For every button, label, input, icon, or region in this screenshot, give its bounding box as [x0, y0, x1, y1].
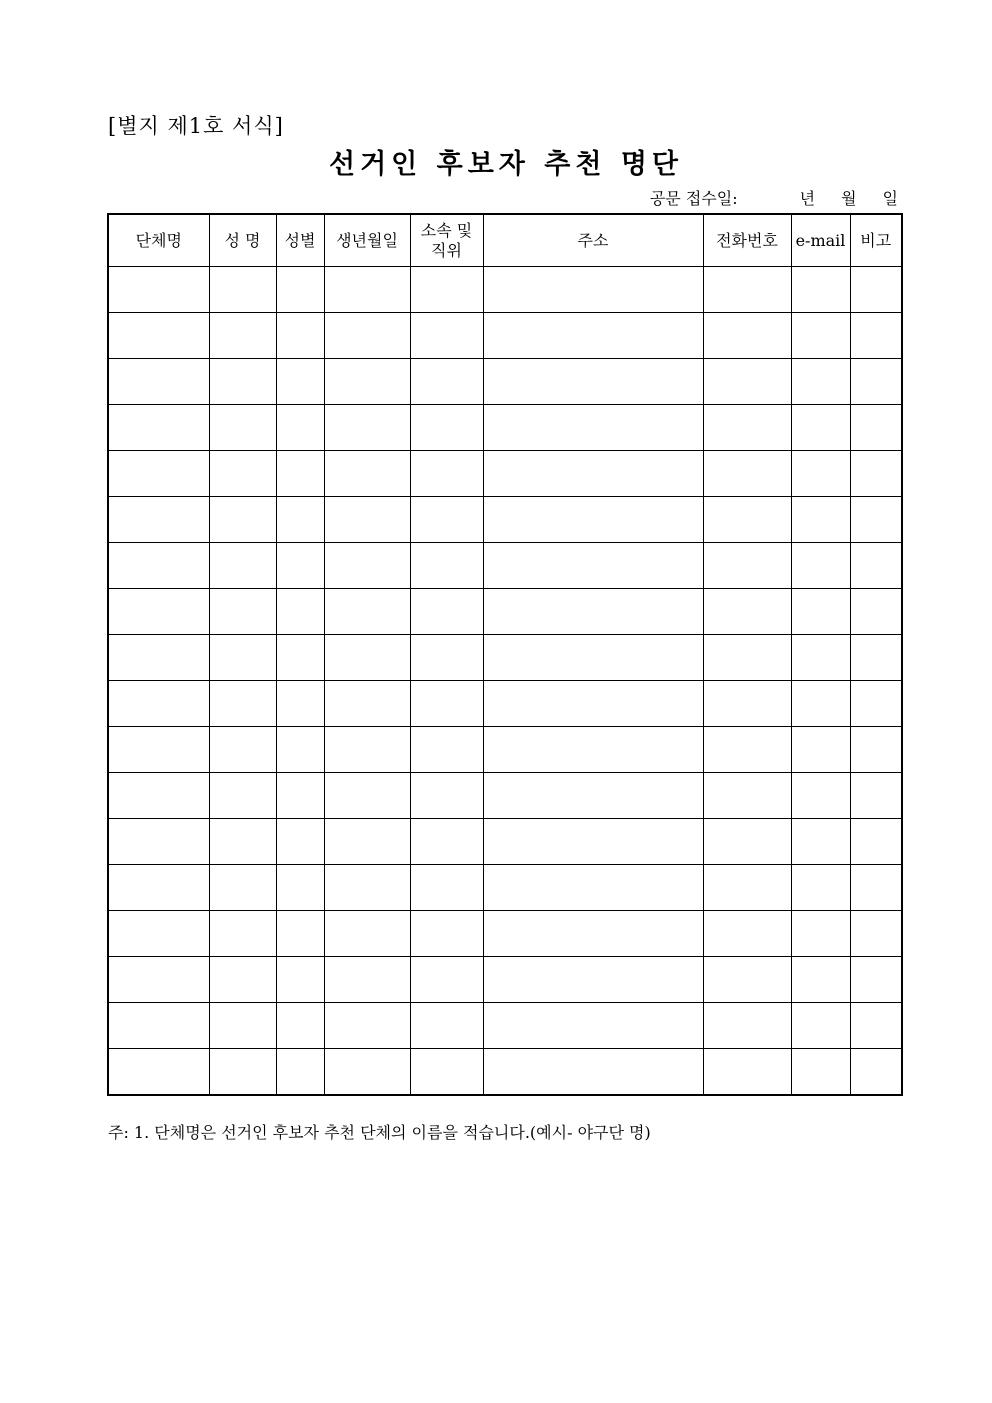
cell-remarks[interactable] — [850, 359, 902, 405]
cell-affiliation[interactable] — [410, 1003, 483, 1049]
cell-org-name[interactable] — [108, 681, 209, 727]
cell-birthdate[interactable] — [324, 773, 410, 819]
cell-email[interactable] — [791, 1003, 850, 1049]
cell-gender[interactable] — [276, 819, 324, 865]
cell-org-name[interactable] — [108, 957, 209, 1003]
table-row — [108, 957, 902, 1003]
cell-affiliation[interactable] — [410, 589, 483, 635]
table-body — [108, 267, 902, 1096]
header-affiliation — [410, 214, 483, 267]
cell-affiliation[interactable] — [410, 267, 483, 313]
cell-phone[interactable] — [703, 1003, 791, 1049]
receipt-day-unit: 일 — [882, 189, 898, 208]
table-row — [108, 911, 902, 957]
cell-phone[interactable] — [703, 819, 791, 865]
cell-org-name[interactable] — [108, 359, 209, 405]
cell-affiliation[interactable] — [410, 911, 483, 957]
table-row — [108, 635, 902, 681]
cell-name[interactable] — [209, 727, 276, 773]
cell-gender[interactable] — [276, 543, 324, 589]
header-name: 성 명 — [209, 214, 276, 267]
cell-name[interactable] — [209, 543, 276, 589]
cell-affiliation[interactable] — [410, 819, 483, 865]
cell-affiliation[interactable] — [410, 773, 483, 819]
table-row — [108, 681, 902, 727]
cell-remarks[interactable] — [850, 681, 902, 727]
cell-email[interactable] — [791, 819, 850, 865]
cell-name[interactable] — [209, 405, 276, 451]
cell-org-name[interactable] — [108, 543, 209, 589]
cell-affiliation[interactable] — [410, 1049, 483, 1096]
cell-address[interactable] — [483, 451, 703, 497]
cell-remarks[interactable] — [850, 727, 902, 773]
cell-birthdate[interactable] — [324, 589, 410, 635]
cell-name[interactable] — [209, 267, 276, 313]
cell-remarks[interactable] — [850, 1003, 902, 1049]
table-row — [108, 405, 902, 451]
cell-address[interactable] — [483, 359, 703, 405]
cell-birthdate[interactable] — [324, 819, 410, 865]
cell-birthdate[interactable] — [324, 359, 410, 405]
cell-gender[interactable] — [276, 957, 324, 1003]
cell-birthdate[interactable] — [324, 911, 410, 957]
cell-remarks[interactable] — [850, 313, 902, 359]
cell-birthdate[interactable] — [324, 313, 410, 359]
cell-gender[interactable] — [276, 589, 324, 635]
table-row — [108, 819, 902, 865]
cell-phone[interactable] — [703, 773, 791, 819]
cell-org-name[interactable] — [108, 635, 209, 681]
cell-remarks[interactable] — [850, 497, 902, 543]
table-row — [108, 1003, 902, 1049]
cell-email[interactable] — [791, 865, 850, 911]
cell-phone[interactable] — [703, 405, 791, 451]
cell-email[interactable] — [791, 589, 850, 635]
cell-org-name[interactable] — [108, 1049, 209, 1096]
cell-birthdate[interactable] — [324, 1049, 410, 1096]
header-affiliation-line1: 소속 및 — [420, 220, 473, 240]
cell-org-name[interactable] — [108, 267, 209, 313]
cell-address[interactable] — [483, 635, 703, 681]
page-title: 선거인 후보자 추천 명단 — [328, 149, 684, 180]
cell-address[interactable] — [483, 267, 703, 313]
cell-email[interactable] — [791, 405, 850, 451]
table-row — [108, 313, 902, 359]
cell-address[interactable] — [483, 589, 703, 635]
cell-org-name[interactable] — [108, 1003, 209, 1049]
cell-birthdate[interactable] — [324, 405, 410, 451]
cell-remarks[interactable] — [850, 543, 902, 589]
cell-affiliation[interactable] — [410, 957, 483, 1003]
cell-remarks[interactable] — [850, 773, 902, 819]
cell-name[interactable] — [209, 681, 276, 727]
cell-phone[interactable] — [703, 267, 791, 313]
cell-name[interactable] — [209, 911, 276, 957]
table-row — [108, 773, 902, 819]
cell-phone[interactable] — [703, 589, 791, 635]
table-row — [108, 1049, 902, 1096]
cell-name[interactable] — [209, 773, 276, 819]
receipt-date-line — [650, 186, 898, 209]
table-row — [108, 497, 902, 543]
cell-affiliation[interactable] — [410, 543, 483, 589]
cell-email[interactable] — [791, 497, 850, 543]
cell-remarks[interactable] — [850, 267, 902, 313]
cell-address[interactable] — [483, 727, 703, 773]
cell-remarks[interactable] — [850, 635, 902, 681]
cell-email[interactable] — [791, 957, 850, 1003]
cell-email[interactable] — [791, 727, 850, 773]
cell-email[interactable] — [791, 635, 850, 681]
form-label: [별지 제1호 서식] — [108, 114, 284, 138]
cell-phone[interactable] — [703, 727, 791, 773]
cell-address[interactable] — [483, 497, 703, 543]
cell-org-name[interactable] — [108, 773, 209, 819]
cell-gender[interactable] — [276, 727, 324, 773]
header-address: 주소 — [483, 214, 703, 267]
cell-email[interactable] — [791, 911, 850, 957]
cell-name[interactable] — [209, 819, 276, 865]
candidate-roster-table — [107, 213, 903, 1096]
cell-email[interactable] — [791, 451, 850, 497]
cell-birthdate[interactable] — [324, 681, 410, 727]
cell-name[interactable] — [209, 957, 276, 1003]
cell-phone[interactable] — [703, 681, 791, 727]
cell-name[interactable] — [209, 589, 276, 635]
cell-name[interactable] — [209, 1003, 276, 1049]
cell-name[interactable] — [209, 635, 276, 681]
cell-phone[interactable] — [703, 451, 791, 497]
cell-org-name[interactable] — [108, 865, 209, 911]
cell-address[interactable] — [483, 819, 703, 865]
cell-phone[interactable] — [703, 1049, 791, 1096]
cell-gender[interactable] — [276, 451, 324, 497]
cell-remarks[interactable] — [850, 589, 902, 635]
cell-org-name[interactable] — [108, 451, 209, 497]
header-affiliation-line2: 직위 — [431, 240, 462, 260]
cell-name[interactable] — [209, 865, 276, 911]
cell-affiliation[interactable] — [410, 451, 483, 497]
cell-email[interactable] — [791, 1049, 850, 1096]
cell-affiliation[interactable] — [410, 865, 483, 911]
cell-org-name[interactable] — [108, 819, 209, 865]
cell-affiliation[interactable] — [410, 727, 483, 773]
cell-phone[interactable] — [703, 911, 791, 957]
cell-birthdate[interactable] — [324, 635, 410, 681]
cell-email[interactable] — [791, 267, 850, 313]
cell-gender[interactable] — [276, 681, 324, 727]
cell-address[interactable] — [483, 957, 703, 1003]
cell-gender[interactable] — [276, 1003, 324, 1049]
cell-remarks[interactable] — [850, 819, 902, 865]
cell-gender[interactable] — [276, 911, 324, 957]
table-row — [108, 451, 902, 497]
cell-phone[interactable] — [703, 957, 791, 1003]
cell-gender[interactable] — [276, 267, 324, 313]
cell-address[interactable] — [483, 681, 703, 727]
cell-gender[interactable] — [276, 865, 324, 911]
cell-email[interactable] — [791, 313, 850, 359]
header-gender: 성별 — [276, 214, 324, 267]
cell-name[interactable] — [209, 497, 276, 543]
cell-address[interactable] — [483, 313, 703, 359]
cell-name[interactable] — [209, 313, 276, 359]
cell-affiliation[interactable] — [410, 313, 483, 359]
cell-affiliation[interactable] — [410, 497, 483, 543]
header-phone: 전화번호 — [703, 214, 791, 267]
cell-gender[interactable] — [276, 497, 324, 543]
receipt-date-label: 공문 접수일: — [649, 189, 738, 208]
cell-org-name[interactable] — [108, 497, 209, 543]
cell-remarks[interactable] — [850, 405, 902, 451]
cell-org-name[interactable] — [108, 313, 209, 359]
cell-gender[interactable] — [276, 313, 324, 359]
cell-org-name[interactable] — [108, 405, 209, 451]
footnote: 주: 1. 단체명은 선거인 후보자 추천 단체의 이름을 적습니다.(예시- 야구단 명) — [108, 1123, 651, 1142]
cell-affiliation[interactable] — [410, 405, 483, 451]
receipt-year-unit: 년 — [799, 189, 816, 208]
header-email: e-mail — [791, 214, 850, 267]
cell-phone[interactable] — [703, 497, 791, 543]
table-row — [108, 267, 902, 313]
cell-phone[interactable] — [703, 313, 791, 359]
table-row — [108, 727, 902, 773]
cell-remarks[interactable] — [850, 865, 902, 911]
cell-address[interactable] — [483, 865, 703, 911]
cell-address[interactable] — [483, 911, 703, 957]
cell-name[interactable] — [209, 451, 276, 497]
cell-remarks[interactable] — [850, 451, 902, 497]
cell-org-name[interactable] — [108, 911, 209, 957]
cell-phone[interactable] — [703, 543, 791, 589]
table-row — [108, 865, 902, 911]
receipt-month-unit: 월 — [841, 189, 857, 208]
cell-address[interactable] — [483, 405, 703, 451]
cell-address[interactable] — [483, 1003, 703, 1049]
table-row — [108, 543, 902, 589]
cell-birthdate[interactable] — [324, 957, 410, 1003]
cell-birthdate[interactable] — [324, 497, 410, 543]
cell-birthdate[interactable] — [324, 865, 410, 911]
cell-name[interactable] — [209, 1049, 276, 1096]
cell-remarks[interactable] — [850, 911, 902, 957]
cell-email[interactable] — [791, 543, 850, 589]
cell-affiliation[interactable] — [410, 635, 483, 681]
cell-gender[interactable] — [276, 359, 324, 405]
cell-email[interactable] — [791, 359, 850, 405]
cell-gender[interactable] — [276, 1049, 324, 1096]
cell-org-name[interactable] — [108, 727, 209, 773]
cell-affiliation[interactable] — [410, 681, 483, 727]
cell-remarks[interactable] — [850, 957, 902, 1003]
header-remarks: 비고 — [850, 214, 902, 267]
cell-address[interactable] — [483, 543, 703, 589]
table-row — [108, 589, 902, 635]
cell-gender[interactable] — [276, 405, 324, 451]
cell-gender[interactable] — [276, 635, 324, 681]
cell-phone[interactable] — [703, 865, 791, 911]
cell-email[interactable] — [791, 773, 850, 819]
cell-birthdate[interactable] — [324, 451, 410, 497]
header-org-name: 단체명 — [108, 214, 209, 267]
cell-affiliation[interactable] — [410, 359, 483, 405]
table-header-row — [108, 214, 902, 267]
cell-birthdate[interactable] — [324, 543, 410, 589]
cell-address[interactable] — [483, 1049, 703, 1096]
table-row — [108, 359, 902, 405]
cell-birthdate[interactable] — [324, 727, 410, 773]
cell-gender[interactable] — [276, 773, 324, 819]
cell-address[interactable] — [483, 773, 703, 819]
cell-name[interactable] — [209, 359, 276, 405]
header-birthdate: 생년월일 — [324, 214, 410, 267]
cell-birthdate[interactable] — [324, 267, 410, 313]
cell-birthdate[interactable] — [324, 1003, 410, 1049]
cell-email[interactable] — [791, 681, 850, 727]
cell-remarks[interactable] — [850, 1049, 902, 1096]
cell-phone[interactable] — [703, 359, 791, 405]
cell-phone[interactable] — [703, 635, 791, 681]
cell-org-name[interactable] — [108, 589, 209, 635]
